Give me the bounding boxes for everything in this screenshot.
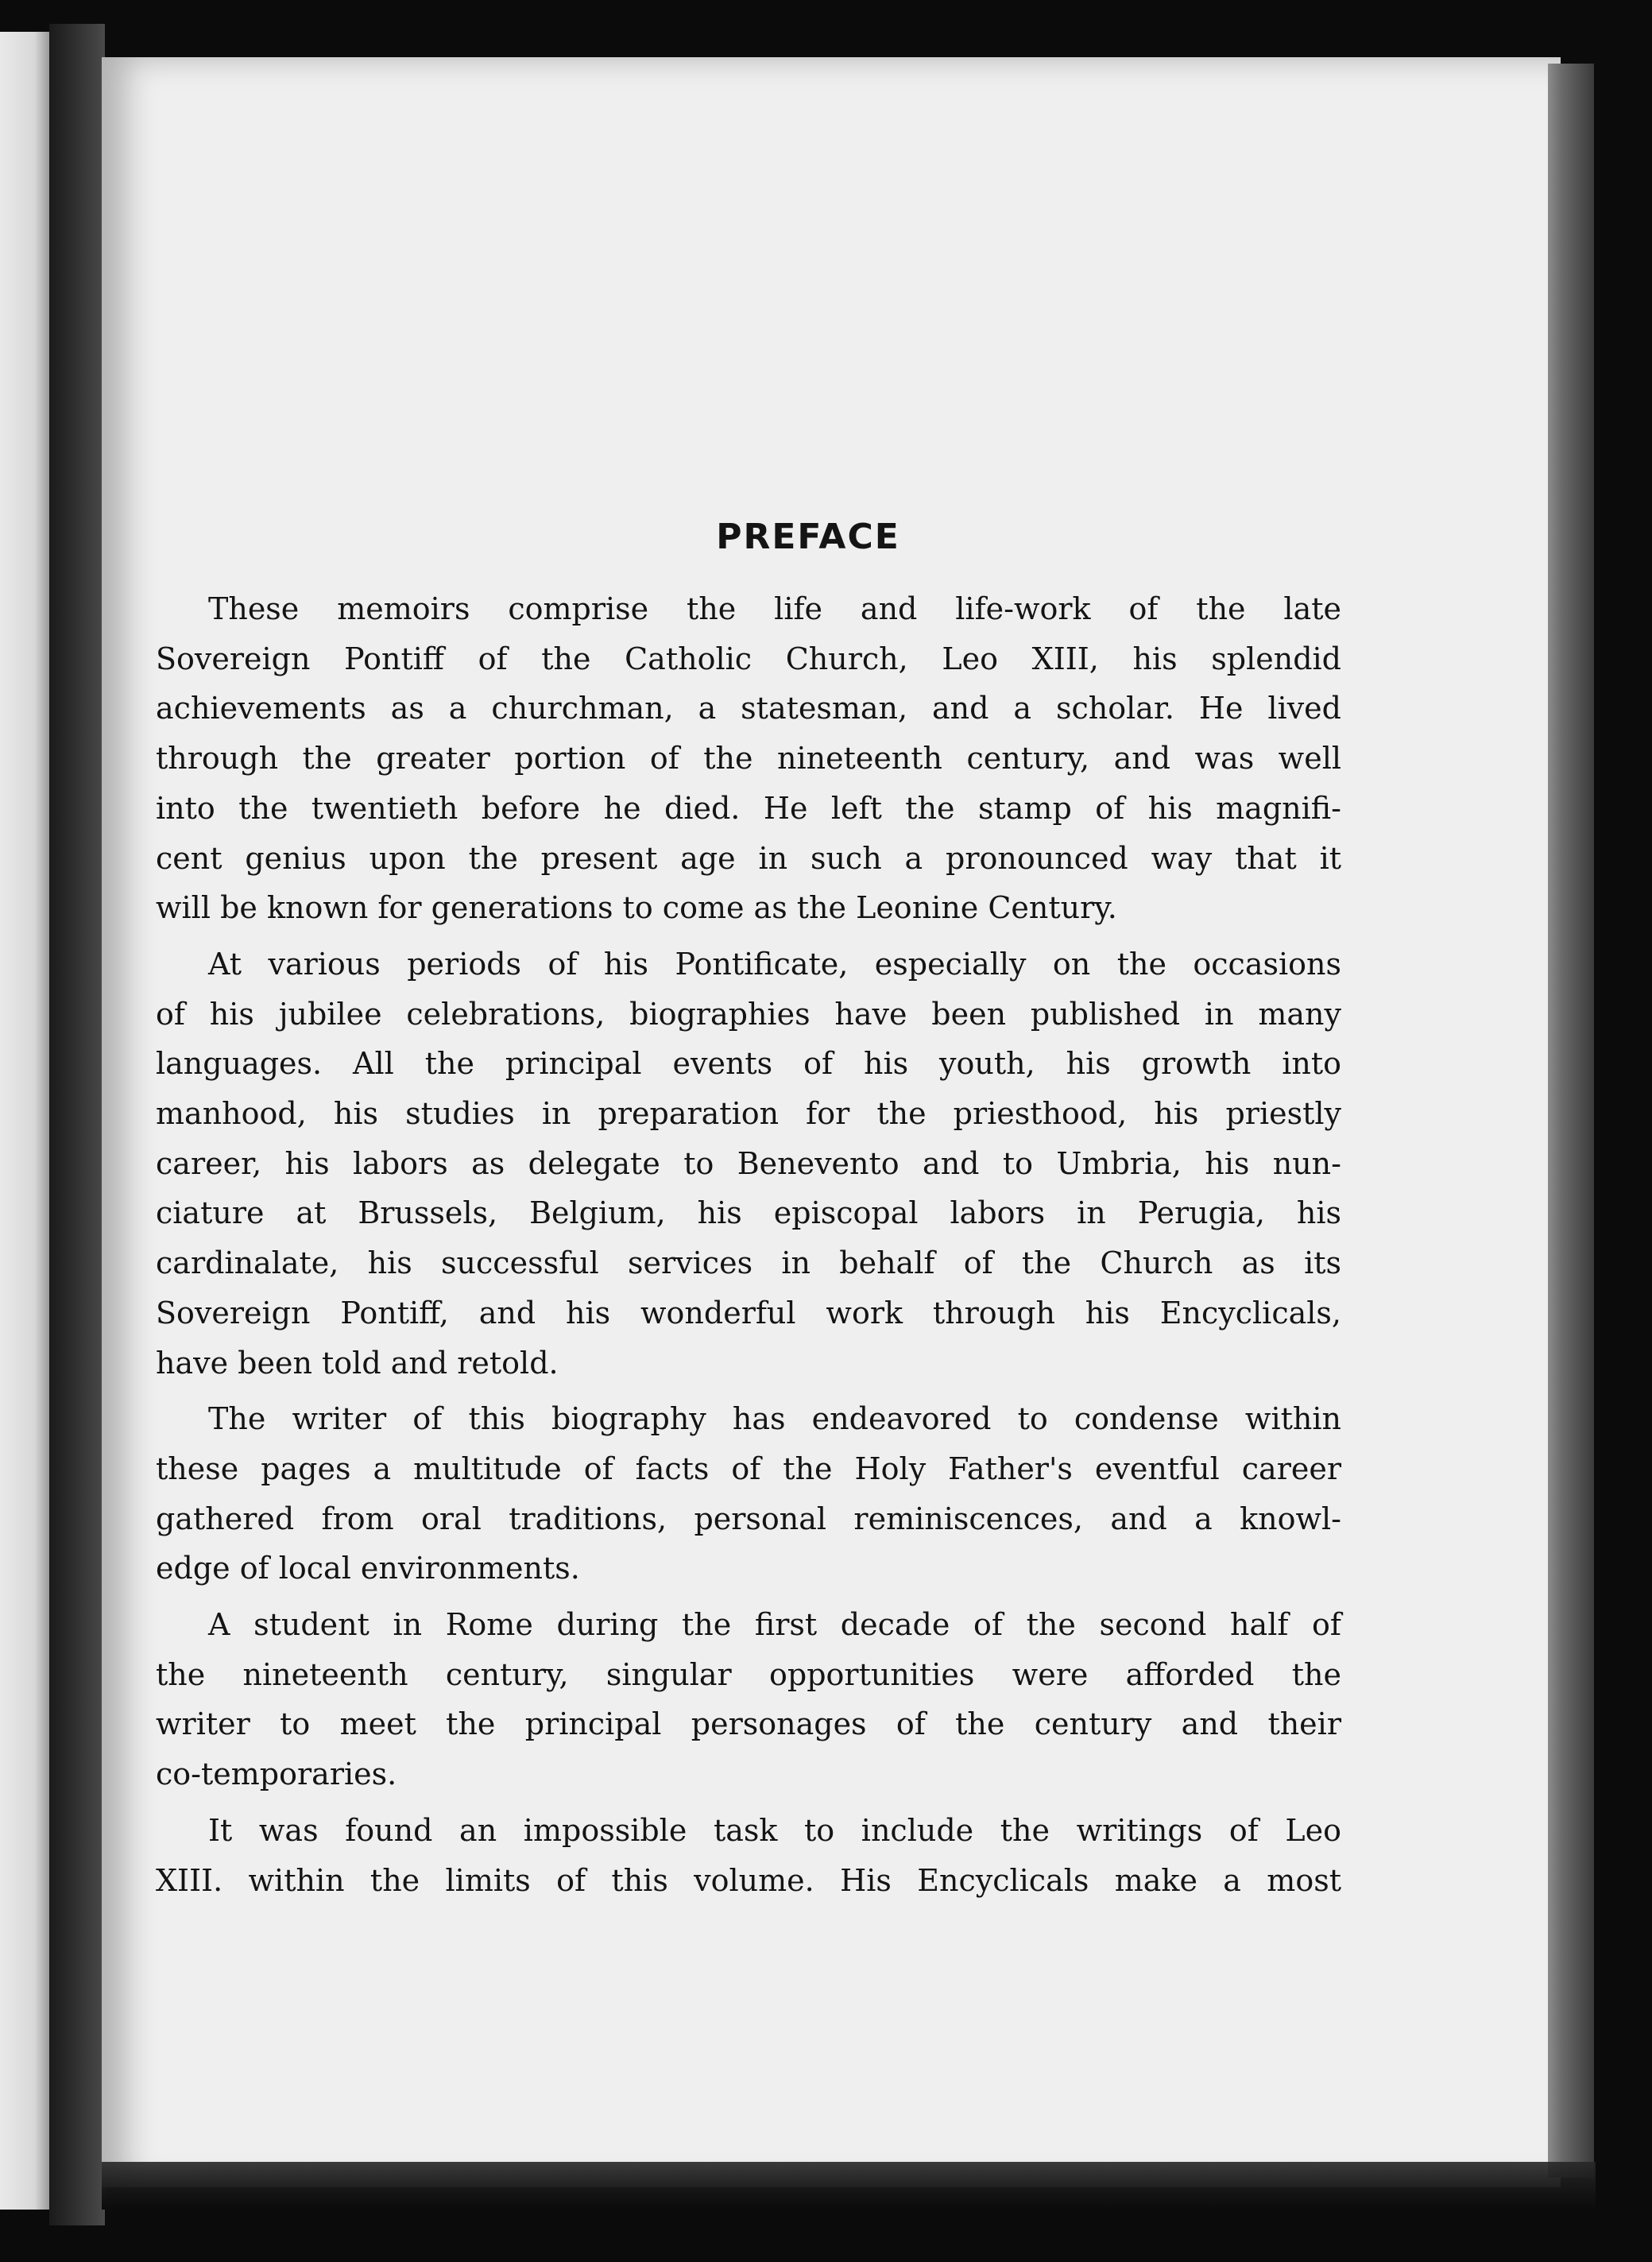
- text-line: manhood, his studies in preparation for the priesthood, his priestly: [156, 1096, 1341, 1132]
- text-line: through the greater portion of the nineteenth century, and was well: [156, 741, 1341, 777]
- text-line: co-temporaries.: [156, 1757, 397, 1792]
- text-line: cardinalate, his successful services in behalf of the Church as its: [156, 1245, 1341, 1281]
- text-line: of his jubilee celebrations, biographies have been published in many: [156, 996, 1341, 1032]
- paragraph-5: [156, 1806, 1341, 1905]
- facing-page-edge: [0, 32, 49, 2210]
- text-line: These memoirs comprise the life and life-work of the late: [208, 591, 1341, 626]
- text-line: XIII. within the limits of this volume. His Encyclicals make a most: [156, 1862, 1341, 1898]
- text-line: career, his labors as delegate to Benevento and to Umbria, his nun-: [156, 1145, 1341, 1181]
- page-title: PREFACE: [716, 517, 900, 557]
- text-line: A student in Rome during the first decade of the second half of: [208, 1607, 1341, 1643]
- preface-text-block: [156, 517, 1341, 1911]
- text-line: Sovereign Pontiff of the Catholic Church, Leo XIII, his splendid: [156, 641, 1341, 676]
- text-line: At various periods of his Pontificate, especially on the occasions: [208, 946, 1341, 982]
- text-line: the nineteenth century, singular opportunities were afforded the: [156, 1656, 1341, 1692]
- text-line: achievements as a churchman, a statesman, and a scholar. He lived: [156, 691, 1341, 726]
- text-line: these pages a multitude of facts of the Holy Father's eventful career: [156, 1451, 1341, 1486]
- text-line: will be known for generations to come as the Leonine Century.: [156, 890, 1117, 926]
- text-line: writer to meet the principal personages of the century and their: [156, 1706, 1341, 1742]
- text-line: have been told and retold.: [156, 1345, 559, 1381]
- text-line: into the twentieth before he died. He left the stamp of his magnifi-: [156, 790, 1341, 826]
- text-line: The writer of this biography has endeavored to condense within: [208, 1401, 1341, 1437]
- text-line: gathered from oral traditions, personal reminiscences, and a knowl-: [156, 1501, 1341, 1536]
- paragraph-3: [156, 1394, 1341, 1594]
- bottom-shadow: [102, 2162, 1596, 2210]
- text-line: cent genius upon the present age in such a pronounced way that it: [156, 840, 1341, 876]
- paragraph-4: [156, 1600, 1341, 1799]
- paragraph-2: [156, 939, 1341, 1388]
- page-stack-edge: [1548, 64, 1594, 2178]
- text-line: ciature at Brussels, Belgium, his episcopal labors in Perugia, his: [156, 1195, 1341, 1231]
- text-line: languages. All the principal events of his youth, his growth into: [156, 1046, 1341, 1082]
- book-gutter: [49, 24, 105, 2225]
- text-line: Sovereign Pontiff, and his wonderful work through his Encyclicals,: [156, 1295, 1341, 1330]
- paragraph-1: [156, 584, 1341, 933]
- text-line: edge of local environments.: [156, 1551, 580, 1586]
- text-line: It was found an impossible task to include the writings of Leo: [208, 1812, 1341, 1848]
